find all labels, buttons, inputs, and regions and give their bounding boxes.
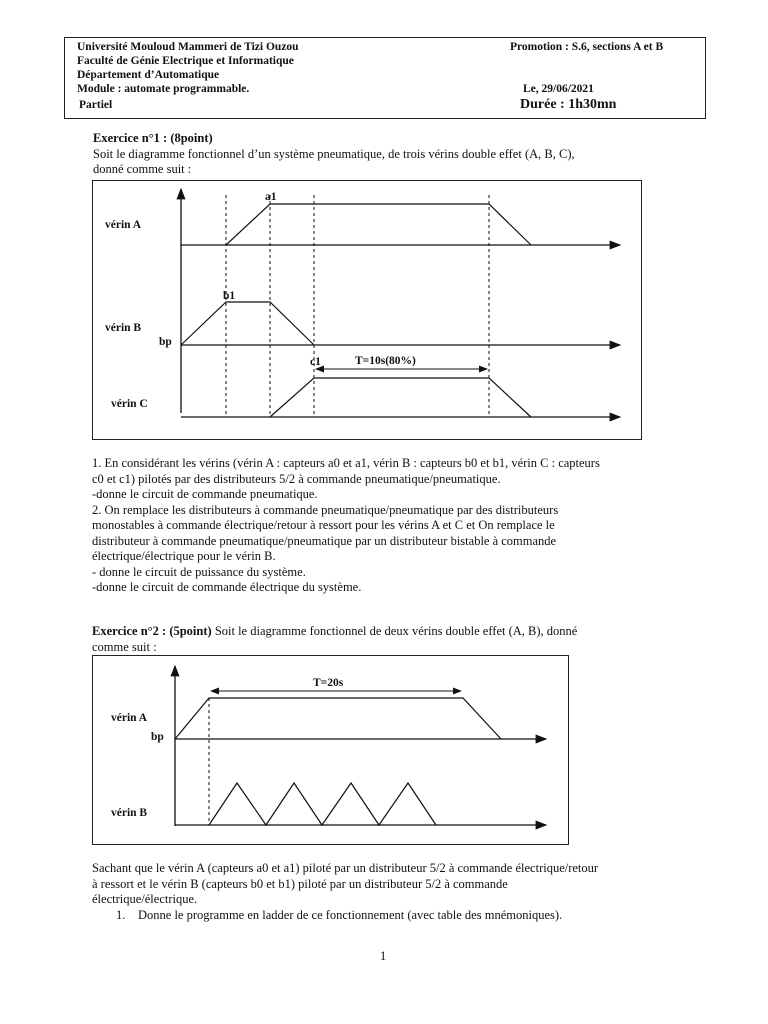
page-number: 1 — [380, 949, 387, 963]
ex1-q-line: - donne le circuit de puissance du système. — [92, 564, 306, 579]
exam-duration: Durée : 1h30mn — [520, 97, 617, 112]
university-name: Université Mouloud Mammeri de Tizi Ouzou — [77, 41, 299, 53]
ex2-intro-line2: comme suit : — [92, 640, 157, 654]
ex1-q-line: 2. On remplace les distributeurs à commande pneumatique/pneumatique par des distributeurs — [92, 502, 559, 517]
ex1-signal-b — [181, 302, 314, 345]
ex1-mark-a1: a1 — [265, 191, 277, 203]
ex1-intro-line1: Soit le diagramme fonctionnel d’un système pneumatique, de trois vérins double effet (A, B, C), — [93, 147, 575, 161]
ex1-mark-c1: c1 — [310, 356, 321, 368]
ex1-title: Exercice n°1 : (8point) — [93, 131, 213, 145]
ex1-label-verin-c: vérin C — [111, 398, 148, 410]
ex1-diagram — [92, 180, 642, 440]
ex1-q-line: 1. En considérant les vérins (vérin A : capteurs a0 et a1, vérin B : capteurs b0 et b1, vérin C : capteurs — [92, 456, 600, 470]
ex1-signal-c — [270, 378, 531, 417]
ex2-intro-line1 — [92, 624, 577, 640]
ex1-label-verin-b: vérin B — [105, 322, 142, 334]
exam-type: Partiel — [79, 99, 113, 111]
module-name: Module : automate programmable. — [77, 83, 250, 95]
ex2-signal-b — [209, 783, 436, 825]
ex2-diagram — [92, 655, 569, 845]
ex1-q-line: -donne le circuit de commande pneumatique. — [92, 487, 318, 501]
exam-date: Le, 29/06/2021 — [523, 83, 594, 95]
ex1-q-line: électrique/électrique pour le vérin B. — [92, 549, 276, 563]
ex2-timer-label: T=20s — [313, 677, 344, 689]
header-box — [64, 37, 706, 119]
ex1-q-line: c0 et c1) pilotés par des distributeurs 5/2 à commande pneumatique/pneumatique. — [92, 471, 501, 486]
ex1-q-line: -donne le circuit de commande électrique du système. — [92, 580, 362, 594]
ex1-label-bp: bp — [159, 336, 172, 348]
ex2-q1-number: 1. — [116, 907, 126, 922]
ex1-q-line: distributeur à commande pneumatique/pneumatique par un distributeur bistable à commande — [92, 533, 557, 548]
ex2-body-line: électrique/électrique. — [92, 892, 198, 906]
ex2-diagram-svg — [93, 656, 568, 844]
ex2-body-line: à ressort et le vérin B (capteurs b0 et b1) piloté par un distributeur 5/2 à commande — [92, 876, 508, 891]
promotion: Promotion : S.6, sections A et B — [510, 41, 664, 53]
department-name: Département d’Automatique — [77, 69, 220, 81]
ex1-q-line: monostables à commande électrique/retour à ressort pour les vérins A et C et On remplace le — [92, 518, 555, 532]
ex2-title: Exercice n°2 : (5point) — [92, 624, 212, 638]
ex1-mark-b1: b1 — [223, 290, 236, 302]
ex1-diagram-svg — [93, 181, 641, 439]
ex2-label-verin-a: vérin A — [111, 712, 148, 724]
ex2-label-bp: bp — [151, 731, 164, 743]
ex2-body-line: Sachant que le vérin A (capteurs a0 et a1) piloté par un distributeur 5/2 à commande électrique/retour — [92, 861, 599, 875]
ex1-timer-label: T=10s(80%) — [355, 355, 416, 367]
ex2-signal-a — [175, 698, 501, 739]
ex2-intro-rest: Soit le diagramme fonctionnel de deux vérins double effet (A, B), donné — [211, 624, 578, 638]
ex2-label-verin-b: vérin B — [111, 807, 148, 819]
faculty-name: Faculté de Génie Electrique et Informatique — [77, 55, 294, 67]
ex1-intro-line2: donné comme suit : — [93, 162, 192, 176]
ex1-signal-a — [226, 204, 531, 245]
ex1-label-verin-a: vérin A — [105, 219, 142, 231]
ex2-q1-text: Donne le programme en ladder de ce fonctionnement (avec table des mnémoniques). — [138, 907, 563, 922]
